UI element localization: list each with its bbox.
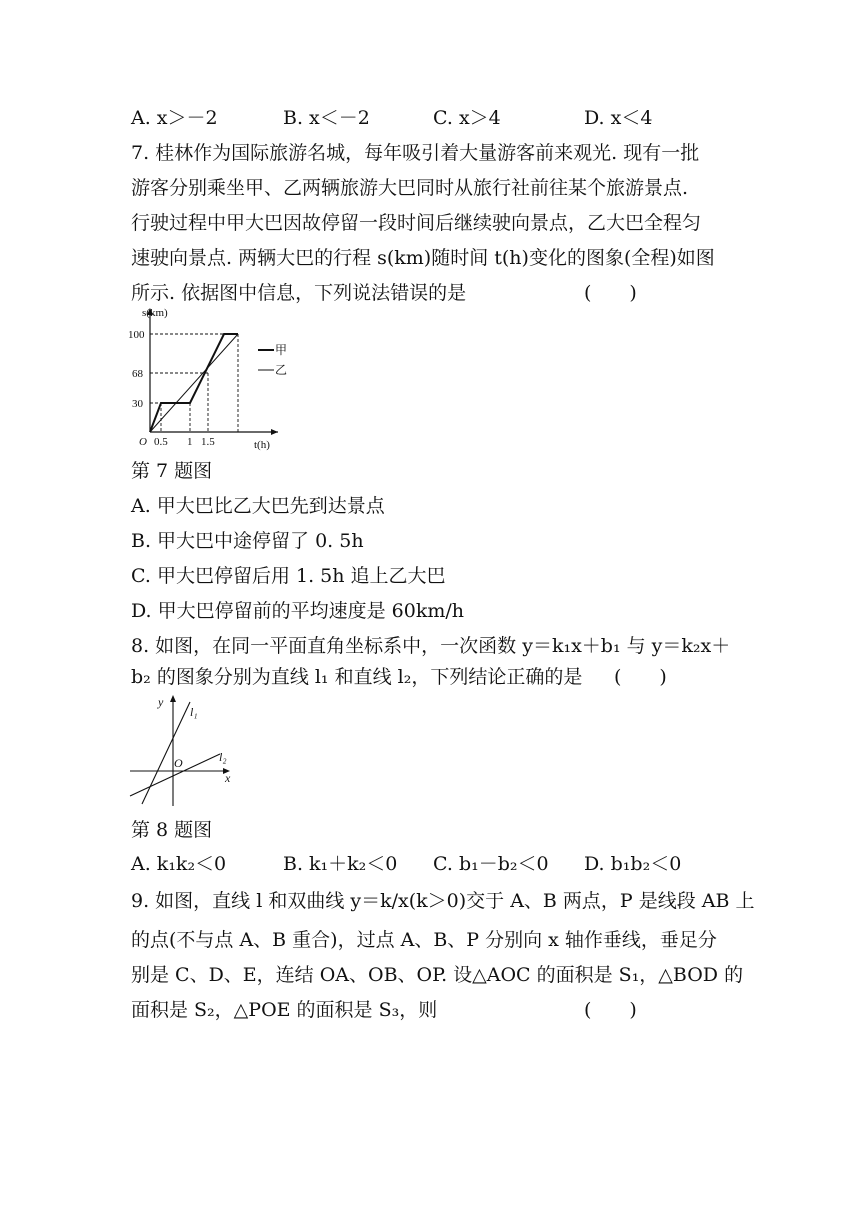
q6-option-d: D. x＜4	[584, 107, 653, 129]
q7-choice-c: C. 甲大巴停留后用 1. 5h 追上乙大巴	[131, 565, 446, 587]
q7-legend-yi: 乙	[275, 363, 288, 377]
q7-line-2: 游客分别乘坐甲、乙两辆旅游大巴同时从旅行社前往某个旅游景点.	[131, 177, 689, 199]
q7-y-tick-100: 100	[128, 329, 145, 341]
q7-choice-a: A. 甲大巴比乙大巴先到达景点	[131, 495, 385, 517]
q7-caption: 第 7 题图	[131, 460, 213, 482]
q6-option-b: B. x＜－2	[283, 107, 370, 129]
q8-linear-functions-graph	[128, 690, 238, 808]
q7-y-tick-68: 68	[132, 368, 143, 380]
q8-l2-label: l₂	[219, 750, 227, 764]
q7-line-1: 7. 桂林作为国际旅游名城，每年吸引着大量游客前来观光. 现有一批	[131, 142, 700, 164]
q7-line-3: 行驶过程中甲大巴因故停留一段时间后继续驶向景点，乙大巴全程匀	[131, 212, 702, 234]
q7-line-5: 所示. 依据图中信息，下列说法错误的是	[131, 282, 467, 304]
q8-line-1: 8. 如图，在同一平面直角坐标系中，一次函数 y＝k₁x＋b₁ 与 y＝k₂x＋	[131, 635, 731, 657]
q7-legend-jia: 甲	[275, 343, 288, 357]
q8-answer-blank: ( )	[614, 666, 667, 688]
q7-line-4: 速驶向景点. 两辆大巴的行程 s(km)随时间 t(h)变化的图象(全程)如图	[131, 247, 715, 269]
q9-line-4: 面积是 S₂，△POE 的面积是 S₃，则	[131, 999, 438, 1021]
q9-line-1: 9. 如图，直线 l 和双曲线 y＝k/x(k＞0)交于 A、B 两点，P 是线段 AB 上	[131, 890, 755, 912]
q7-line-yi	[150, 334, 238, 432]
q7-choice-d: D. 甲大巴停留前的平均速度是 60km/h	[131, 600, 465, 622]
q6-option-c: C. x＞4	[433, 107, 501, 129]
q8-option-b: B. k₁＋k₂＜0	[283, 853, 398, 875]
q7-y-tick-30: 30	[132, 398, 143, 410]
q8-option-d: D. b₁b₂＜0	[584, 853, 682, 875]
q7-x-tick-1: 1	[187, 436, 193, 448]
q8-line-2: b₂ 的图象分别为直线 l₁ 和直线 l₂，下列结论正确的是	[131, 666, 583, 688]
q8-line-l1	[142, 702, 190, 804]
q9-line-2: 的点(不与点 A、B 重合)，过点 A、B、P 分别向 x 轴作垂线，垂足分	[131, 929, 717, 951]
q8-x-label: x	[225, 771, 231, 785]
q8-origin: O	[174, 756, 183, 770]
q8-option-c: C. b₁－b₂＜0	[433, 853, 549, 875]
q7-distance-time-graph	[128, 304, 298, 452]
q7-x-tick-0-5: 0.5	[154, 436, 168, 448]
q8-y-arrow-icon	[170, 695, 176, 702]
q9-line-3: 别是 C、D、E，连结 OA、OB、OP. 设△AOC 的面积是 S₁，△BOD 的	[131, 964, 744, 986]
q7-y-label: s(km)	[142, 307, 168, 319]
q7-origin: O	[139, 436, 147, 448]
q8-y-label: y	[158, 695, 164, 709]
q7-x-label: t(h)	[254, 439, 270, 451]
q8-option-a: A. k₁k₂＜0	[131, 853, 227, 875]
q7-x-tick-1-5: 1.5	[201, 436, 215, 448]
q6-option-a: A. x＞－2	[131, 107, 218, 129]
q8-caption: 第 8 题图	[131, 819, 213, 841]
q7-answer-blank: ( )	[584, 282, 637, 304]
q9-answer-blank: ( )	[584, 999, 637, 1021]
q7-choice-b: B. 甲大巴中途停留了 0. 5h	[131, 530, 364, 552]
q7-x-arrow-icon	[271, 429, 278, 435]
q8-l1-label: l₁	[190, 705, 198, 719]
